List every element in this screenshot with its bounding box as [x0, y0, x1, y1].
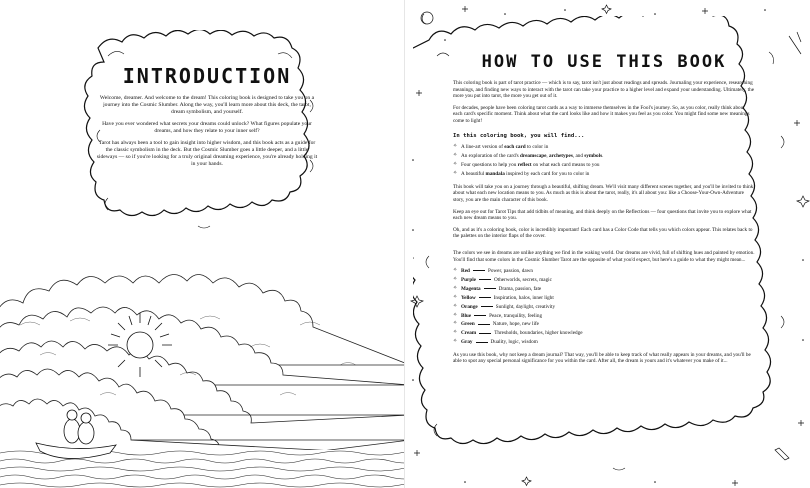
intro-text-block	[96, 64, 318, 173]
how-paragraph-5: Oh, and as it's a coloring book, color is incredibly important! Each card has a Color Code that tells you which colors appear. This relates back to the palettes on the interior flaps of the cover.	[453, 226, 753, 240]
how-subheading: In this coloring book, you will find...	[453, 132, 585, 139]
list-item: ✧ A line-art version of each card to color in	[453, 143, 549, 150]
how-to-text-block	[453, 52, 755, 370]
sparkle-icon: ✧	[453, 321, 458, 327]
sparkle-icon: ✧	[453, 339, 458, 345]
how-paragraph-6: The colors we see in dreams are unlike anything we find in the waking world. Our dreams are vivid, full of shifting hues and painted by emotion. You'll find that some colors in the Cosmic Slumber Tarot are the opposite of what you'd expect, but here's a guide to what they might mean...	[453, 249, 755, 263]
color-item: ✧ Cream Thresholds, boundaries, higher knowledge	[453, 330, 583, 337]
how-paragraph-3: This book will take you on a journey through a beautiful, shifting dream. We'll visit many different scenes together, and you'll be invited to think about what each new location means to you. As much as this is about the tarot, really, it's all about you: like a Choose-Your-Own-Adventure story, you are the main character of this book.	[453, 183, 754, 203]
color-item: ✧ Blue Peace, tranquility, feeling	[453, 312, 543, 319]
sparkle-icon: ✧	[453, 162, 458, 168]
sparkle-icon: ✧	[453, 268, 458, 274]
list-item: ✧ A beautiful mandala inspired by each card for you to color in	[453, 171, 590, 178]
color-item: ✧ Green Nature, hope, new life	[453, 321, 539, 328]
intro-paragraph-3: Tarot has always been a tool to gain insight into higher wisdom, and this book acts as a guide for the classic symbolism in the deck. But the Cosmic Slumber goes a little deeper, and a little sideways — so if you're looking for a truly original dreaming experience, you're already holding it in your hands.	[96, 140, 318, 167]
features-list	[453, 144, 755, 178]
list-item: ✧ An exploration of the card's dreamscape, archetypes, and symbols.	[453, 152, 604, 159]
how-paragraph-2: For decades, people have been coloring tarot cards as a way to immerse themselves in the Fool's journey. So, as you color, really think about each card's specific moment. Think about what the card looks like and how it makes you feel as you color. You might find some new meanings come to light!	[453, 104, 750, 124]
how-to-title: HOW TO USE THIS BOOK	[481, 52, 727, 72]
sparkle-icon: ✧	[453, 152, 458, 158]
right-page	[405, 0, 810, 488]
sparkle-icon: ✧	[453, 303, 458, 309]
intro-title: INTRODUCTION	[122, 64, 292, 88]
sparkle-icon: ✧	[453, 276, 458, 282]
color-item: ✧ Magenta Drama, passion, fate	[453, 285, 542, 292]
sparkle-icon: ✧	[453, 312, 458, 318]
how-paragraph-7: As you use this book, why not keep a dream journal? That way, you'll be able to keep track of what really appears in your dreams, and you'll be able to spot any special personal significance for you within the card. After all, the dream is yours and it's whatever you make of it...	[453, 351, 751, 365]
color-item: ✧ Orange Sunlight, daylight, creativity	[453, 303, 556, 310]
dream-sea-illustration	[0, 255, 405, 488]
color-item: ✧ Yellow Inspiration, halos, inner light	[453, 294, 554, 301]
list-item: ✧ Four questions to help you reflect on what each card means to you	[453, 162, 600, 169]
sparkle-icon: ✧	[453, 143, 458, 149]
color-item: ✧ Red Power, passion, dawn	[453, 268, 533, 275]
how-paragraph-4: Keep an eye out for Tarot Tips that add tidbits of meaning, and think deeply on the Reflections — four questions that invite you to explore what each new dream means to you.	[453, 208, 752, 222]
color-guide-list	[453, 268, 755, 345]
intro-paragraph-2: Have you ever wondered what secrets your dreams could unlock? What figures populate your dreams, and how they relate to your inner self?	[102, 121, 312, 134]
intro-paragraph-1: Welcome, dreamer. And welcome to the dream! This coloring book is designed to take you on a journey into the Cosmic Slumber. Along the way, you'll learn more about this deck, the tarot, dream symbolism, and yourself.	[99, 95, 315, 115]
sparkle-icon: ✧	[453, 294, 458, 300]
color-item: ✧ Purple Otherworlds, secrets, magic	[453, 276, 552, 283]
sparkle-icon: ✧	[453, 285, 458, 291]
sparkle-icon: ✧	[453, 171, 458, 177]
color-item: ✧ Gray Duality, logic, wisdom	[453, 339, 538, 346]
sparkle-icon: ✧	[453, 330, 458, 336]
how-paragraph-1: This coloring book is part of tarot practice — which is to say, tarot isn't just about readings and spreads. Journaling your experience, researching meanings, and finding new ways to interact with the tarot can take your practice to a higher level and expand your understanding. Ultimately, the more you put into tarot, the more you get out of it.	[453, 80, 755, 100]
